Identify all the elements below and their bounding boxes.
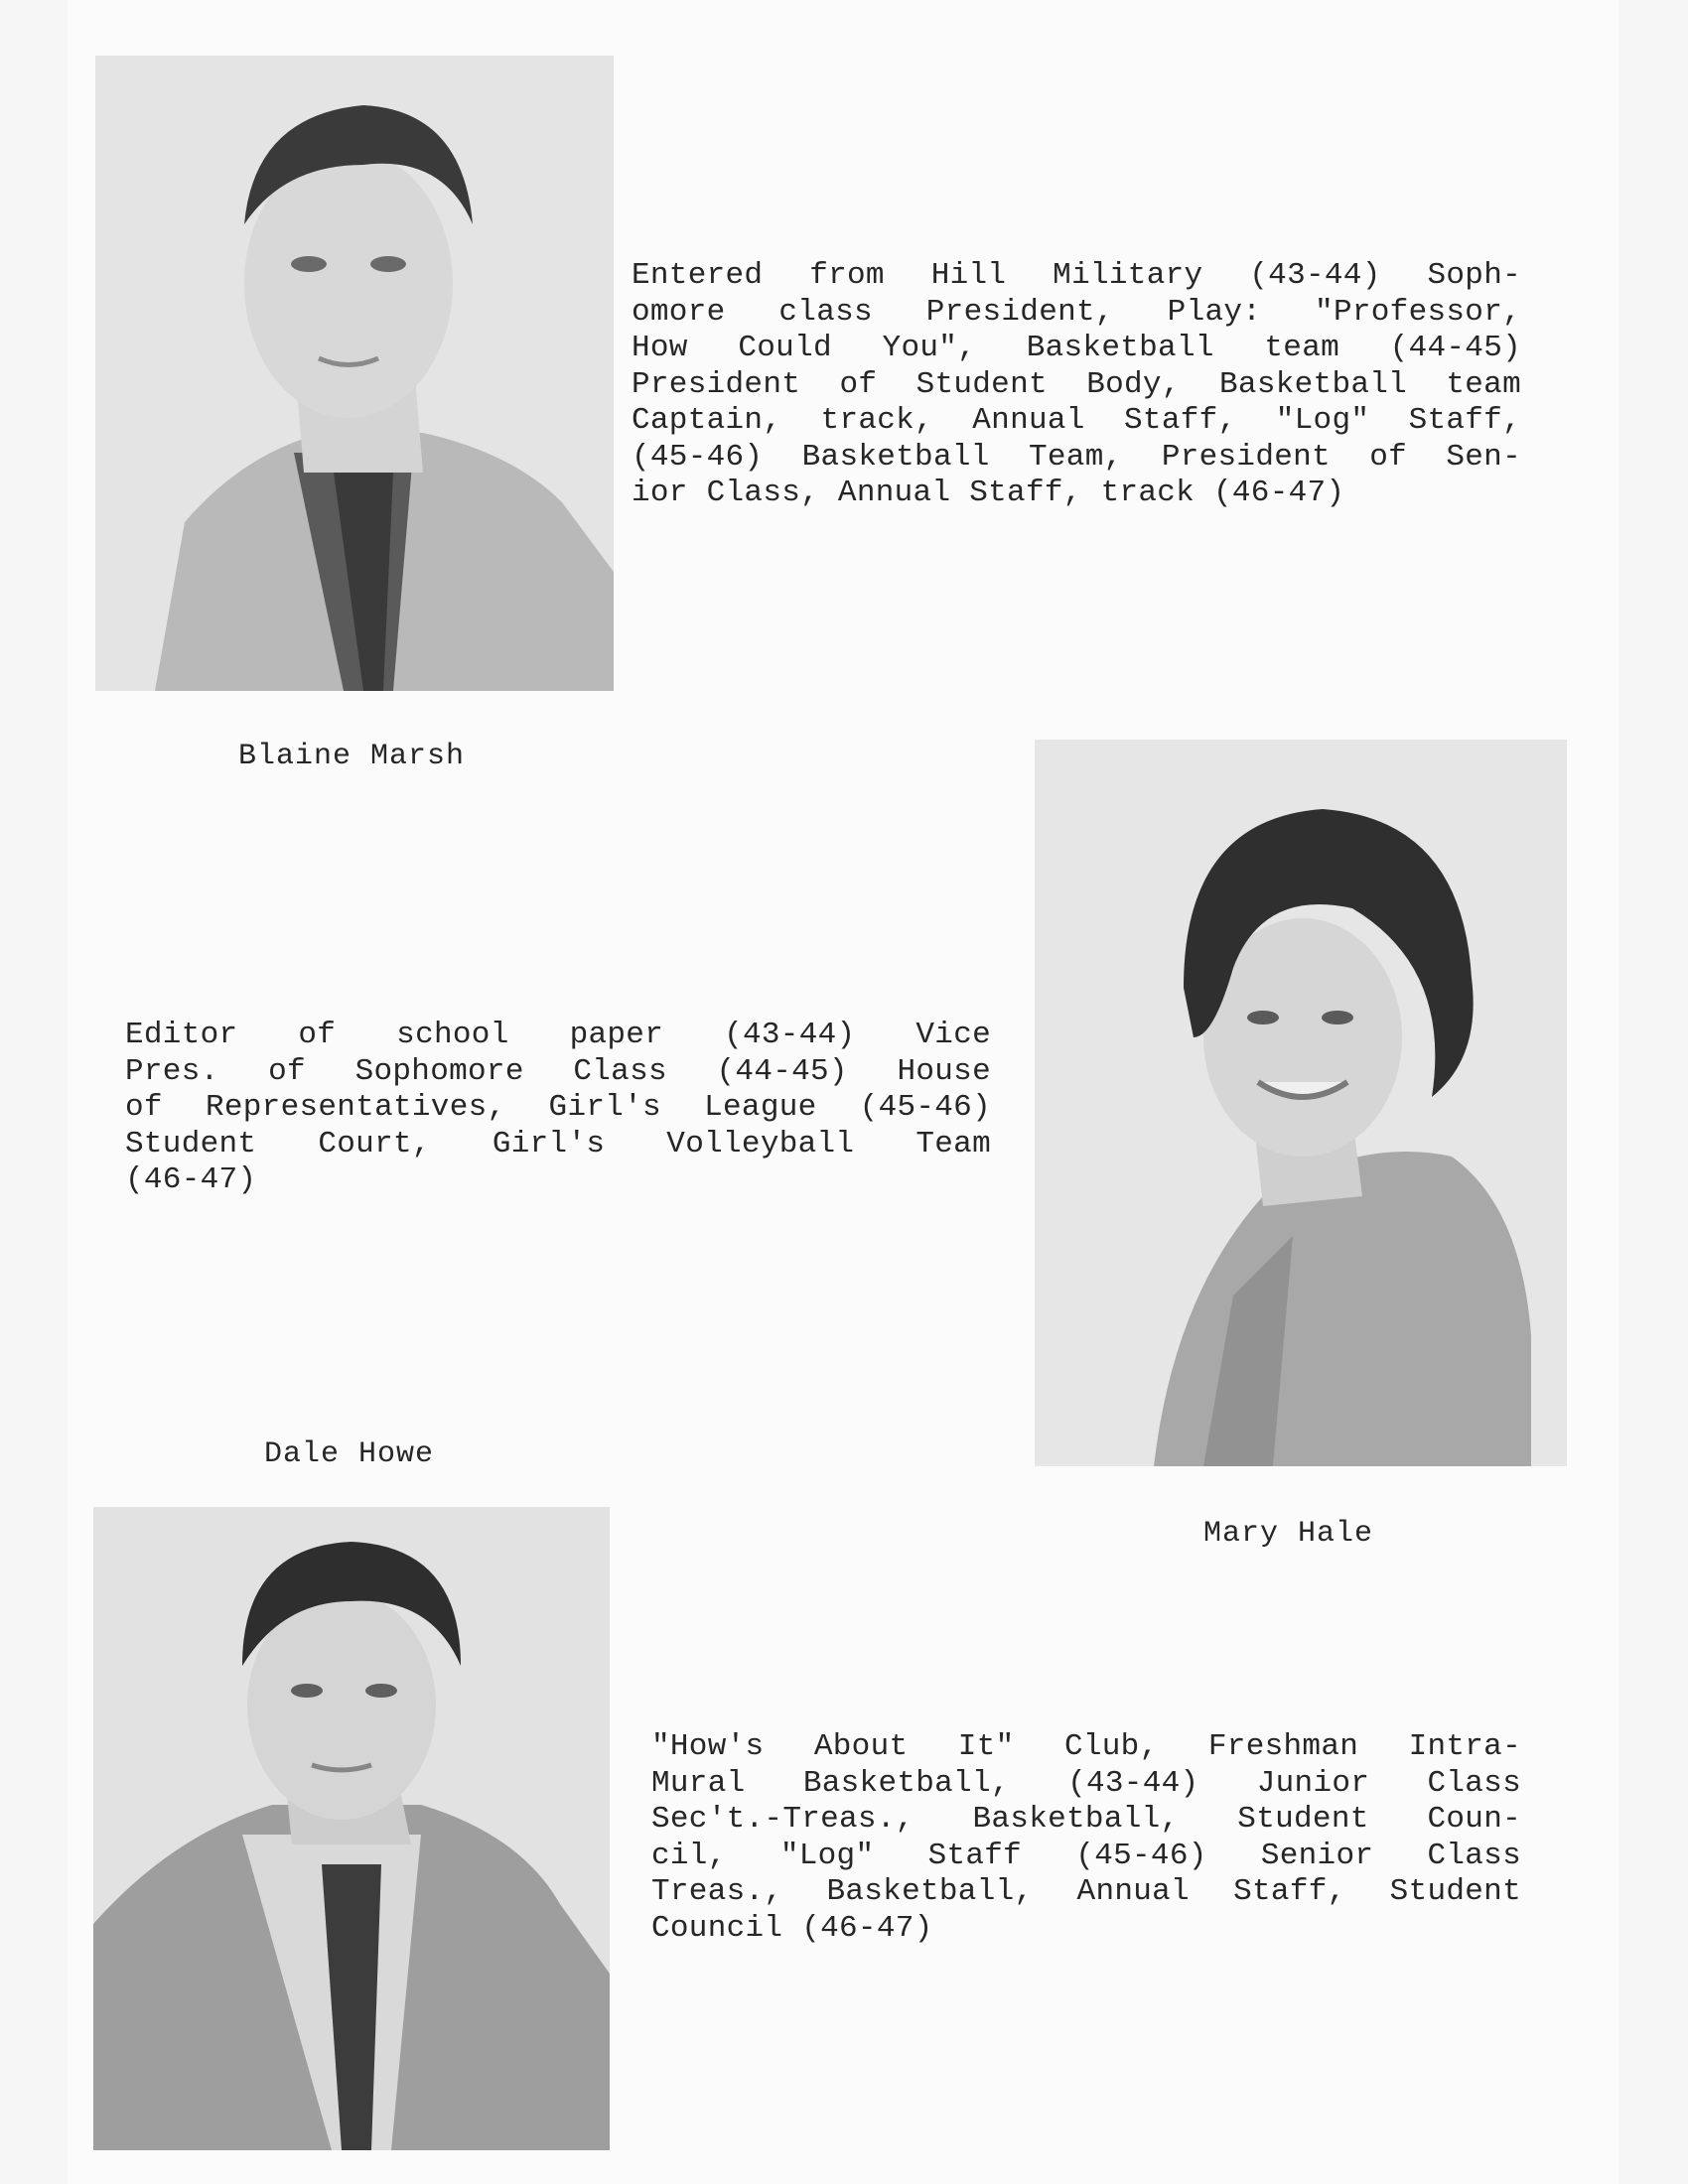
bio-line: Sec't.-Treas., Basketball, Student Coun- bbox=[651, 1802, 1521, 1837]
bio-text-2 bbox=[125, 1018, 991, 1199]
bio-line: Student Court, Girl's Volleyball Team bbox=[125, 1126, 991, 1161]
portrait-photo-1 bbox=[95, 56, 614, 691]
bio-line: Pres. of Sophomore Class (44-45) House bbox=[125, 1053, 991, 1089]
bio-line: Entered from Hill Military (43-44) Soph- bbox=[632, 258, 1521, 293]
bio-line: President of Student Body, Basketball team bbox=[632, 366, 1521, 402]
bio-line: How Could You", Basketball team (44-45) bbox=[632, 331, 1521, 365]
portrait-photo-2 bbox=[1035, 740, 1567, 1466]
bio-text-1 bbox=[632, 258, 1521, 512]
bio-line: omore class President, Play: "Professor, bbox=[632, 294, 1521, 330]
bio-line: Treas., Basketball, Annual Staff, Student bbox=[651, 1874, 1521, 1909]
bio-line: cil, "Log" Staff (45-46) Senior Class bbox=[651, 1838, 1521, 1873]
bio-line: (45-46) Basketball Team, President of Sen- bbox=[632, 439, 1521, 475]
bio-text-3 bbox=[651, 1729, 1521, 1947]
student-name-2: Mary Hale bbox=[1203, 1517, 1374, 1551]
portrait-photo-3 bbox=[93, 1507, 610, 2150]
bio-line: ior Class, Annual Staff, track (46-47) bbox=[632, 476, 1345, 510]
bio-line: Mural Basketball, (43-44) Junior Class bbox=[651, 1765, 1521, 1801]
bio-line: (46-47) bbox=[125, 1162, 257, 1197]
bio-line: "How's About It" Club, Freshman Intra- bbox=[651, 1729, 1521, 1764]
bio-line: Council (46-47) bbox=[651, 1910, 933, 1946]
bio-line: Captain, track, Annual Staff, "Log" Staff, bbox=[632, 403, 1521, 438]
student-name-1: Blaine Marsh bbox=[238, 740, 466, 773]
student-name-3: Dale Howe bbox=[264, 1437, 435, 1471]
bio-line: of Representatives, Girl's League (45-46) bbox=[125, 1090, 991, 1125]
bio-line: Editor of school paper (43-44) Vice bbox=[125, 1018, 991, 1052]
